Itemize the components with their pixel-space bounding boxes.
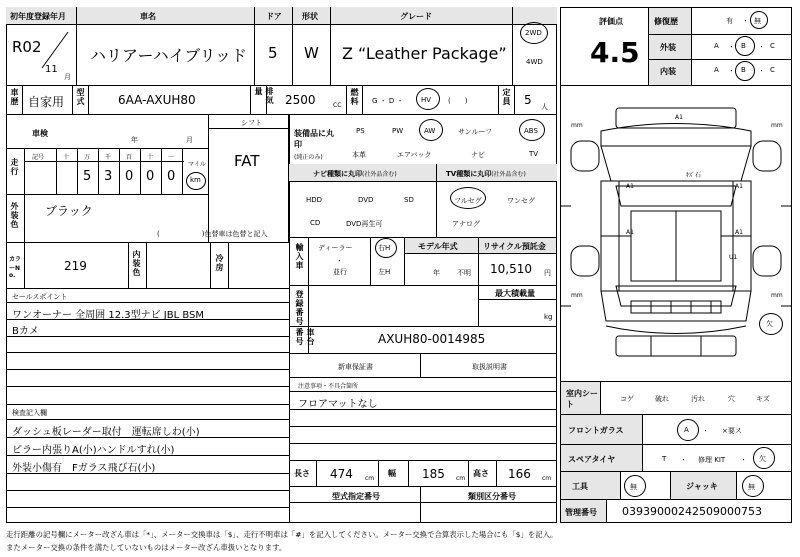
sales-point-line-2: Bカメ: [12, 326, 39, 337]
spare-dot-1: ・: [680, 456, 687, 464]
windshield-selected: A: [684, 426, 689, 434]
notes-label: 注意事項・不具合箇所: [298, 383, 359, 390]
tools-label: 工具: [572, 482, 588, 491]
int-grade-c: C: [770, 66, 775, 74]
ext-dot-2: ・: [758, 43, 765, 51]
navi-dvd: DVD: [358, 196, 374, 204]
grade-label: グレード: [400, 12, 432, 21]
right-h: 右H: [378, 244, 391, 252]
int-dot-2: ・: [758, 67, 765, 75]
tv-sub: (社外品含む): [491, 171, 526, 178]
equip-tv: TV: [529, 150, 539, 158]
door-label: ドア: [266, 12, 282, 21]
seat-tear: 破れ: [655, 395, 669, 403]
tools-label-cell: [561, 472, 621, 499]
inspector-line-1: ダッシュ板レーダー取付 運転席しわ(小): [12, 427, 200, 438]
mgmt-label: 管理番号: [565, 508, 597, 517]
door-count: 5: [268, 44, 278, 62]
jack-label: ジャッキ: [686, 482, 718, 491]
width-unit: cm: [456, 475, 466, 482]
shaken-month-unit: 月: [186, 136, 193, 144]
exterior-color-label: 外装色: [10, 202, 19, 229]
equipment-label: 装備品に丸印: [294, 129, 334, 149]
repair-yes: 有: [726, 17, 733, 25]
jack-value: 無: [748, 483, 755, 491]
fuel-selected: HV: [421, 96, 432, 104]
month-unit: 月: [64, 73, 71, 81]
diagram-mark-a1-top: A1: [675, 114, 683, 121]
navi-cd: CD: [310, 219, 321, 227]
fuel-options: G ・ D ・: [372, 97, 404, 105]
chassis-history-label: 車歴: [10, 88, 19, 106]
mileage-digit: 3: [104, 169, 113, 184]
windshield-label: フロントガラス: [568, 426, 624, 435]
diagram-mark-a1-right: A1: [735, 183, 743, 190]
equip-aw: AW: [424, 127, 436, 135]
max-load-label: 最大積載量: [495, 289, 535, 298]
class-label: 類別区分番号: [468, 492, 516, 501]
chassis-no: AXUH80-0014985: [378, 332, 486, 346]
warranty: 新車保証書: [338, 363, 373, 371]
height-label: 高さ: [473, 469, 489, 478]
yen-unit: 円: [544, 269, 551, 277]
mgmt-value: 03939000242509000753: [622, 505, 762, 518]
windshield-other: ×要ス: [722, 427, 742, 435]
diagram-mark-a1-rear-right: A1: [735, 229, 743, 236]
equip-abs: ABS: [524, 127, 538, 135]
spare-dot-2: ・: [740, 456, 747, 464]
person-unit: 人: [541, 103, 548, 111]
inspector-line-3: 外装小傷有 Fガラス飛び石(小): [12, 463, 156, 474]
shaken-year-unit: 年: [131, 136, 138, 144]
capacity-label: 定員: [502, 88, 511, 106]
length-label: 長さ: [294, 469, 310, 478]
repair-no: 無: [754, 17, 761, 25]
chassis-no-label: 車台番号: [295, 328, 315, 346]
import-dealer: ディーラー: [318, 244, 353, 252]
exterior-grade-label: 外装: [660, 43, 676, 52]
mileage-digit: 0: [146, 169, 155, 184]
exterior-color: ブラック: [45, 204, 93, 218]
length: 474: [330, 467, 353, 481]
shift-value: FAT: [234, 152, 260, 170]
interior-grade-label: 内装: [660, 67, 676, 76]
digit-header: 一: [168, 154, 175, 161]
int-grade-a: A: [714, 66, 719, 74]
shape-label: 形状: [302, 12, 318, 21]
spare-selected: 欠: [759, 455, 766, 463]
seat-hole: 穴: [728, 395, 735, 403]
seat-stain: 汚れ: [691, 395, 705, 403]
color-no: 219: [64, 259, 87, 273]
mileage-digit: 5: [83, 169, 92, 184]
footer-line-1: 走行距離の記号欄にメーター改ざん車は「*」、メーター交換車は「$」、走行不明車は「#」を記入してください。メーター交換で合算表示した場合にも「$」を記入。: [6, 530, 558, 539]
fuel-other: ( ): [448, 97, 468, 105]
color-no-label: カラーNo.: [9, 256, 22, 279]
ext-grade-c: C: [770, 42, 775, 50]
car-name-label: 車名: [140, 12, 156, 21]
first-reg-month: 11: [45, 64, 58, 75]
digit-header: 千: [105, 154, 112, 161]
model-year-unit: 年: [433, 269, 440, 277]
damage-label: 欠: [766, 320, 773, 328]
mm-label-3: mm: [571, 292, 583, 299]
mm-label-1: mm: [571, 122, 583, 129]
interior-color-label: 内装色: [132, 250, 141, 277]
equip-ps: PS: [356, 127, 365, 135]
score-label: 評価点: [599, 17, 623, 26]
height: 166: [508, 467, 531, 481]
width-label: 幅: [388, 469, 396, 478]
mileage-label: 走行: [10, 158, 19, 176]
sales-point-line-1: ワンオーナー 全周囲 12.3型ナビ JBL BSM: [12, 310, 205, 321]
first-reg-era: R02: [12, 38, 42, 56]
repair-label: 修復歴: [654, 17, 678, 26]
digit-header: 百: [126, 154, 133, 161]
fuel-label: 燃料: [350, 88, 359, 106]
kg-unit: kg: [544, 313, 553, 321]
shaken-label: 車検: [32, 129, 48, 138]
equip-navi: ナビ: [471, 151, 485, 159]
height-unit: cm: [542, 475, 552, 482]
ext-grade-a: A: [714, 42, 719, 50]
diagram-mark-scratch: ｷｽﾞ石: [686, 172, 702, 179]
left-h: 左H: [378, 268, 391, 276]
first-reg-label: 初年度登録年月: [10, 12, 66, 21]
seat-scratch: キズ: [756, 395, 770, 403]
body-shape: W: [304, 44, 319, 62]
km-label: km: [190, 176, 201, 184]
mileage-mark-label: 記号: [32, 154, 45, 161]
diagram-mark-a1-left: A1: [626, 183, 634, 190]
mm-label-2: mm: [771, 122, 783, 129]
drive-2wd: 2WD: [525, 29, 542, 37]
diagram-mark-u1: U1: [729, 254, 738, 261]
shift-label: シフト: [241, 119, 262, 127]
spare-t: T: [662, 455, 667, 463]
score-value: 4.5: [590, 36, 640, 69]
cc-unit: CC: [333, 102, 342, 109]
digit-header: 万: [84, 154, 91, 161]
recycle-label: リサイクル預託金: [483, 242, 546, 251]
navi-sd: SD: [404, 196, 414, 204]
int-dot-1: ・: [728, 67, 735, 75]
model-year-label: モデル年式: [418, 242, 458, 251]
spare-kit: 修理 KIT: [698, 456, 726, 464]
ext-grade-b: B: [741, 42, 746, 50]
digit-header: 十: [147, 154, 154, 161]
mm-label-4: mm: [771, 292, 783, 299]
import-dot: ・: [336, 257, 343, 265]
equip-leather: 本革: [352, 151, 366, 159]
tv-oneseg: ワンセグ: [507, 197, 535, 205]
navi-label-wrap: [313, 169, 397, 179]
windshield-dot: ・: [702, 427, 709, 435]
equip-airbag: エアバック: [397, 151, 432, 159]
width: 185: [422, 467, 445, 481]
grade: Z “Leather Package”: [342, 44, 507, 63]
mileage-digit: 0: [167, 169, 176, 184]
model-year-unknown: 不明: [457, 269, 471, 277]
int-grade-b: B: [741, 66, 746, 74]
paint-note: ( )色替車は色替と記入: [157, 230, 268, 238]
type-cert-label: 型式指定番号: [332, 492, 380, 501]
navi-hdd: HDD: [306, 196, 323, 204]
navi-dvd-play: DVD再生可: [346, 220, 383, 228]
capacity: 5: [524, 93, 532, 107]
drive-4wd: 4WD: [526, 58, 543, 66]
seat-burn: コゲ: [620, 395, 634, 403]
registration-label: 登録番号: [295, 290, 304, 326]
manual: 取扱説明書: [472, 363, 507, 371]
tv-label-wrap: [446, 169, 526, 179]
sales-points-label: セールスポイント: [12, 293, 68, 301]
import-label: 輸入車: [295, 243, 304, 270]
diagram-mark-a1-rear-left: A1: [626, 229, 634, 236]
import-parallel: 並行: [333, 268, 347, 276]
model-code: 6AA-AXUH80: [118, 93, 196, 107]
repair-dot: ・: [742, 17, 749, 25]
tv-label: TV種類に丸印: [446, 170, 492, 178]
ext-dot-1: ・: [728, 43, 735, 51]
length-unit: cm: [365, 475, 375, 482]
spare-label: スペアタイヤ: [568, 455, 616, 464]
mileage-digit: 0: [125, 169, 134, 184]
displacement-label: 排気量: [254, 87, 274, 105]
equip-pw: PW: [392, 127, 404, 135]
displacement: 2500: [285, 93, 316, 107]
inspector-line-2: ピラー内張りA(小)ハンドルすれ(小): [12, 445, 175, 456]
tools-value: 無: [630, 483, 637, 491]
equip-sunroof: サンルーフ: [458, 128, 493, 136]
mile-label: マイル: [188, 161, 206, 168]
recycle-value: 10,510: [490, 262, 532, 276]
use-type: 自家用: [28, 95, 65, 109]
notes: フロアマットなし: [298, 399, 378, 410]
footer-line-2: またメーター交換の条件を満たしていないものはメーター改ざん車扱いとなります。: [6, 543, 287, 552]
tv-fullseg: フルセグ: [454, 197, 482, 205]
navi-sub: (社外品含む): [362, 171, 397, 178]
car-name: ハリアーハイブリッド: [90, 46, 247, 65]
model-label: 型式: [76, 88, 85, 106]
equipment-sub-label: (純正のみ): [294, 154, 323, 161]
seat-label: 室内シート: [566, 389, 598, 409]
ac-label: 冷房: [215, 254, 224, 272]
inspector-label: 検査記入欄: [12, 409, 47, 417]
tv-analog: アナログ: [452, 220, 480, 228]
navi-label: ナビ種類に丸印: [313, 170, 362, 178]
digit-header: 十: [63, 154, 70, 161]
car-damage-diagram: [561, 86, 791, 381]
